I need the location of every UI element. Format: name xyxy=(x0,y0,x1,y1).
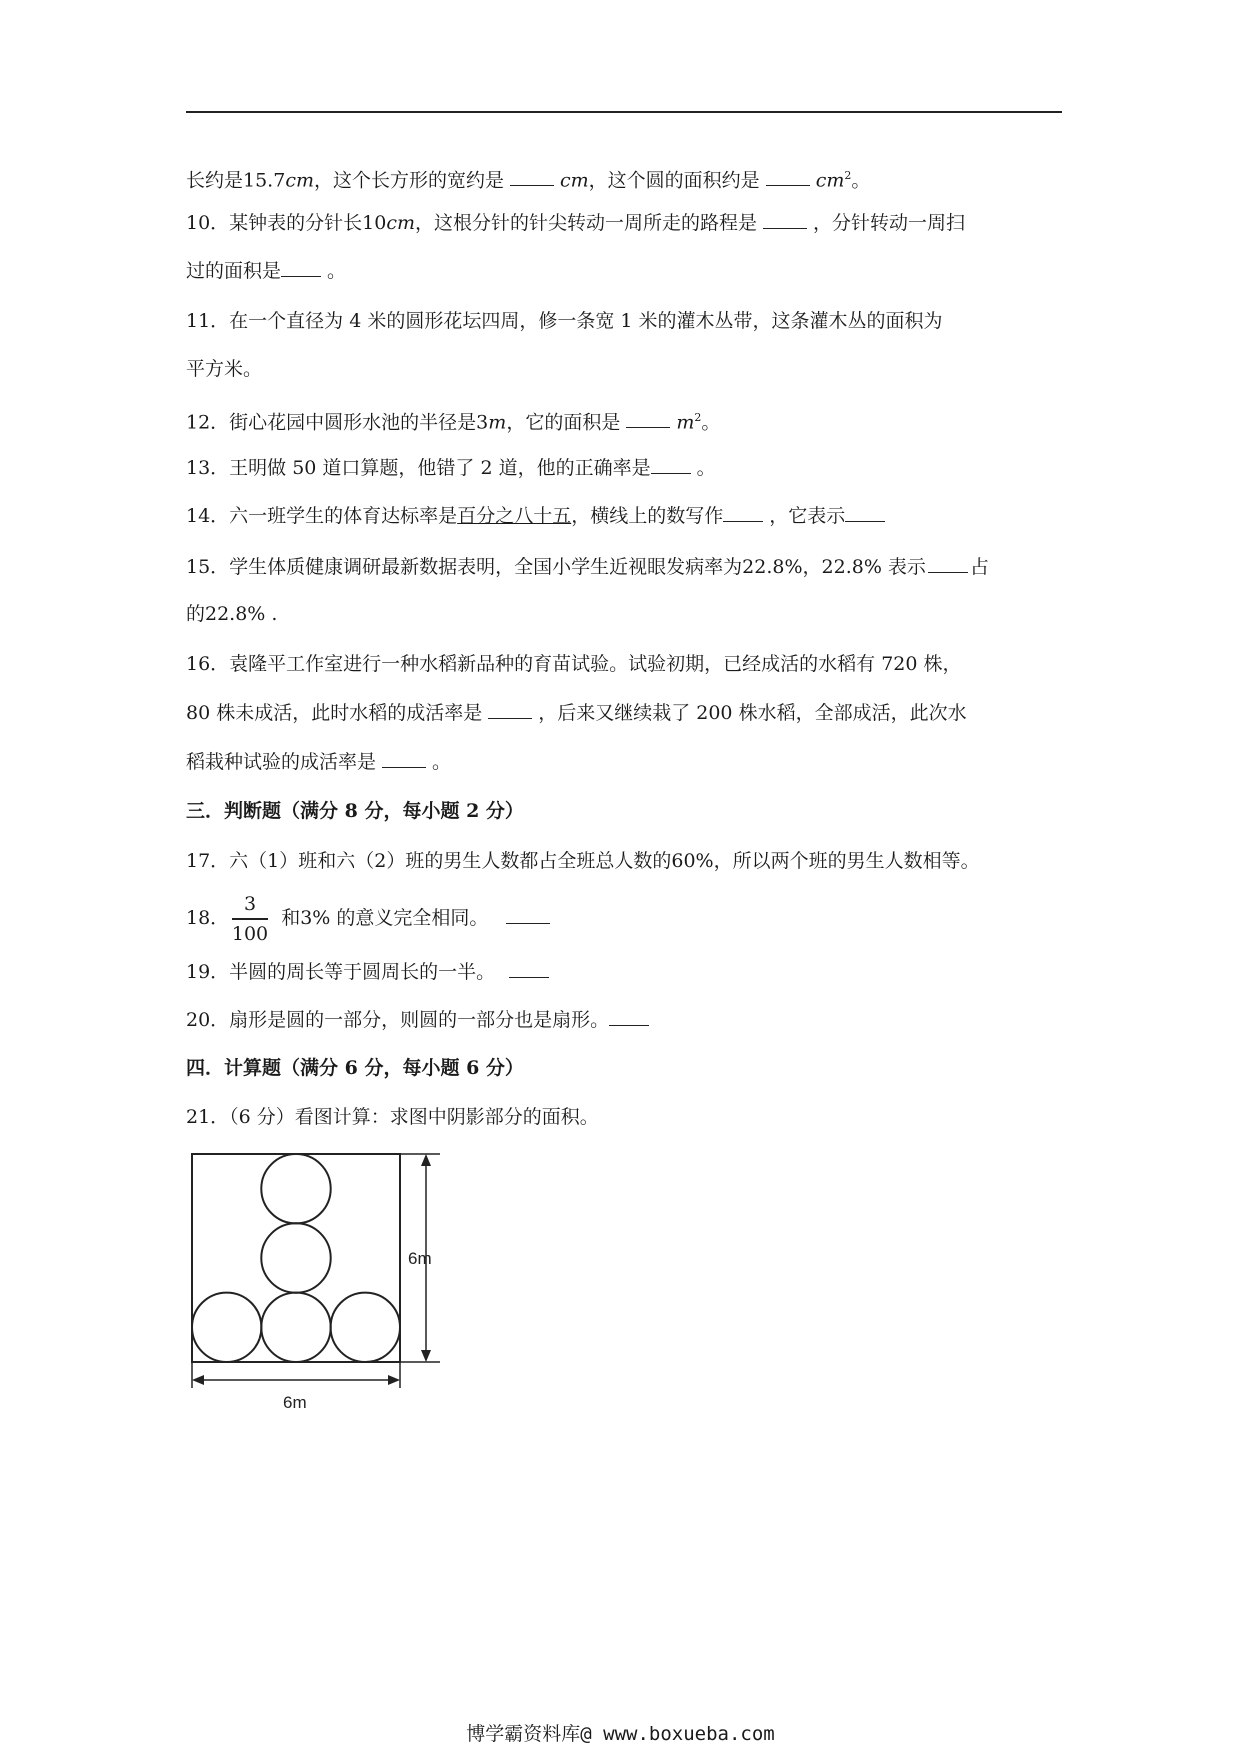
arrow-up-icon xyxy=(421,1154,431,1166)
q19-text: 19．半圆的周长等于圆周长的一半。 xyxy=(186,961,496,983)
q16-text: 稻栽种试验的成活率是 xyxy=(186,751,377,773)
q13 xyxy=(186,455,1066,481)
circle-bottom-left xyxy=(192,1293,261,1362)
q12-text: 。 xyxy=(701,411,721,434)
answer-blank[interactable] xyxy=(506,905,550,924)
arrow-left-icon xyxy=(192,1375,204,1385)
answer-blank[interactable] xyxy=(626,409,670,428)
q10-text: ，这根分针的针尖转动一周所走的路程是 xyxy=(415,212,758,234)
q13-text: 。 xyxy=(696,457,716,479)
unit-cm: cm xyxy=(386,212,416,234)
q12-text: ，它的面积是 xyxy=(506,411,621,434)
fraction-denominator: 100 xyxy=(231,922,269,945)
q15-line1 xyxy=(186,554,1066,580)
circle-middle xyxy=(261,1223,330,1292)
q9-text: ，这个圆的面积约是 xyxy=(588,169,760,192)
fraction-numerator: 3 xyxy=(243,893,257,915)
square-outline xyxy=(192,1154,400,1362)
q10-text: 过的面积是 xyxy=(186,260,282,282)
q9-text: ，这个长方形的宽约是 xyxy=(313,169,504,192)
answer-blank[interactable] xyxy=(651,455,691,474)
q13-text: 13．王明做 50 道口算题，他错了 2 道，他的正确率是 xyxy=(186,457,651,479)
q14-text: ，横线上的数写作 xyxy=(571,505,724,527)
q11-line2: 平方米。 xyxy=(186,358,263,380)
q16-line2 xyxy=(186,700,1066,726)
section-heading-judgement: 三．判断题（满分 8 分，每小题 2 分） xyxy=(186,800,524,822)
q16-line1: 16．袁隆平工作室进行一种水稻新品种的育苗试验。试验初期，已经成活的水稻有 720 株， xyxy=(186,653,962,675)
unit-m: m xyxy=(488,411,507,434)
unit-m: m xyxy=(676,411,695,434)
page-footer xyxy=(0,1719,1241,1746)
unit-cm: cm xyxy=(285,169,314,192)
q21: 21．（6 分）看图计算：求图中阴影部分的面积。 xyxy=(186,1106,599,1128)
q9-text: 。 xyxy=(851,169,871,192)
q20-text: 20．扇形是圆的一部分，则圆的一部分也是扇形。 xyxy=(186,1009,610,1031)
q15-text: 15．学生体质健康调研最新数据表明，全国小学生近视眼发病率为22.8%，22.8% 表示 xyxy=(186,556,926,578)
q17: 17．六（1）班和六（2）班的男生人数都占全班总人数的60%，所以两个班的男生人数相等。 xyxy=(186,850,980,872)
circle-bottom-right xyxy=(331,1293,400,1362)
answer-blank[interactable] xyxy=(763,210,807,229)
answer-blank[interactable] xyxy=(723,503,763,522)
q15-line2: 的22.8% . xyxy=(186,603,278,625)
answer-blank[interactable] xyxy=(928,554,968,573)
shaded-area-figure xyxy=(186,1150,446,1420)
arrow-down-icon xyxy=(421,1350,431,1362)
fraction-bar xyxy=(232,918,268,920)
unit-cm: cm xyxy=(815,169,845,192)
section-heading-calculation: 四．计算题（满分 6 分，每小题 6 分） xyxy=(186,1057,524,1079)
superscript: 2 xyxy=(694,411,702,424)
circle-bottom-center xyxy=(261,1293,330,1362)
q18 xyxy=(186,905,1066,931)
answer-blank[interactable] xyxy=(845,503,885,522)
q9-continuation xyxy=(186,163,1066,193)
q10-line1 xyxy=(186,210,1066,236)
header-rule xyxy=(186,111,1062,113)
q16-text: ，后来又继续栽了 200 株水稻，全部成活，此次水 xyxy=(538,702,967,724)
arrow-right-icon xyxy=(388,1375,400,1385)
q10-line2 xyxy=(186,258,1066,284)
q12 xyxy=(186,405,1066,435)
circle-top xyxy=(261,1154,330,1223)
q20 xyxy=(186,1007,1066,1033)
answer-blank[interactable] xyxy=(281,258,321,277)
q10-text: ，分针转动一周扫 xyxy=(813,212,966,234)
q18-text: 和3% 的意义完全相同。 xyxy=(281,907,489,929)
unit-cm: cm xyxy=(560,169,589,192)
q12-text: 12．街心花园中圆形水池的半径是3 xyxy=(186,411,489,434)
footer-at: @ xyxy=(580,1723,592,1745)
q10-text: 。 xyxy=(327,260,347,282)
footer-url[interactable]: www.boxueba.com xyxy=(603,1723,775,1745)
q14 xyxy=(186,503,1066,529)
q10-text: 10．某钟表的分针长10 xyxy=(186,212,387,234)
answer-blank[interactable] xyxy=(488,700,532,719)
q11-line1: 11．在一个直径为 4 米的圆形花坛四周，修一条宽 1 米的灌木丛带，这条灌木丛的面积为 xyxy=(186,310,943,332)
q18-number: 18． xyxy=(186,907,230,929)
answer-blank[interactable] xyxy=(609,1007,649,1026)
q14-text: ，它表示 xyxy=(769,505,846,527)
q16-text: 。 xyxy=(432,751,452,773)
q14-text: 14．六一班学生的体育达标率是 xyxy=(186,505,458,527)
superscript: 2 xyxy=(844,169,852,182)
q16-line3 xyxy=(186,749,1066,775)
fraction-3-over-100 xyxy=(230,892,270,946)
q16-text: 80 株未成活，此时水稻的成活率是 xyxy=(186,702,483,724)
answer-blank[interactable] xyxy=(509,959,549,978)
answer-blank[interactable] xyxy=(510,167,554,186)
q15-text: 占 xyxy=(969,556,989,578)
answer-blank[interactable] xyxy=(766,167,810,186)
q9-text: 长约是15.7 xyxy=(186,169,286,192)
underlined-phrase: 百分之八十五 xyxy=(457,505,572,527)
q19 xyxy=(186,959,1066,985)
footer-site-name: 博学霸资料库 xyxy=(466,1723,581,1745)
width-label: 6m xyxy=(283,1393,307,1412)
height-label: 6m xyxy=(408,1249,432,1268)
answer-blank[interactable] xyxy=(382,749,426,768)
